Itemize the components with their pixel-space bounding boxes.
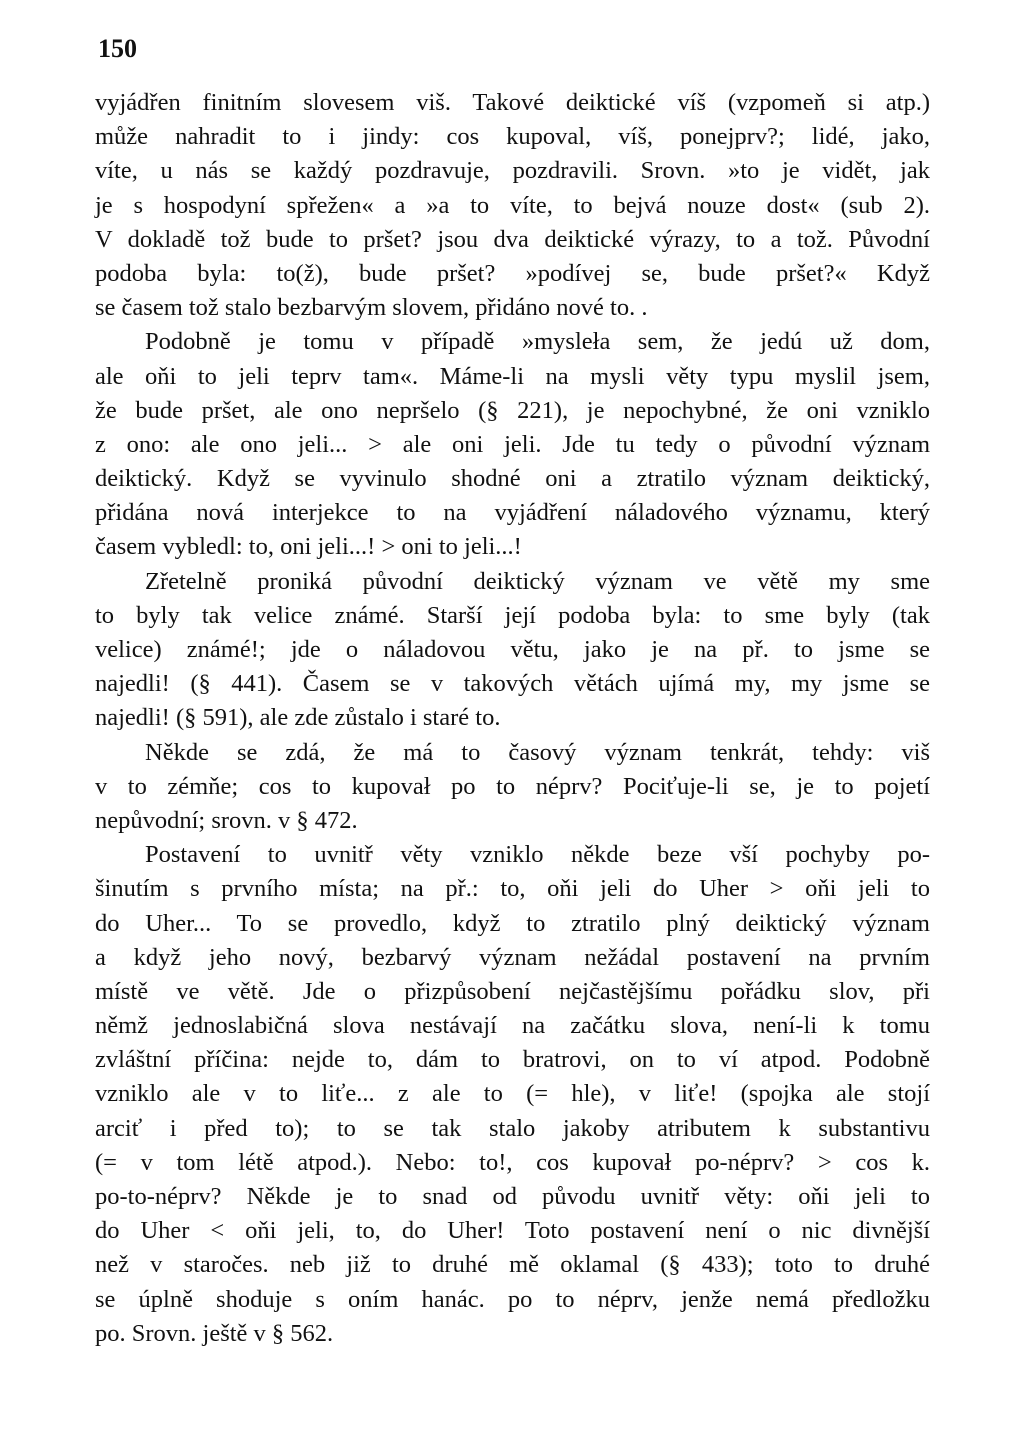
text-line: místě ve větě. Jde o přizpůsobení nejčastějšímu pořádku slov, při (95, 977, 930, 1005)
text-line: časem vybledl: to, oni jeli...! > oni to jeli...! (95, 533, 522, 561)
text-line: Podobně je tomu v případě »mysleła sem, že jedú už dom, (145, 328, 930, 356)
text-line: deiktický. Když se vyvinulo shodné oni a ztratilo význam deiktický, (95, 465, 930, 493)
text-line: a když jeho nový, bezbarvý význam nežádal postavení na prvním (95, 943, 930, 971)
text-line: (= v tom létě atpod.). Nebo: to!, cos kupovał po-néprv? > cos k. (95, 1148, 930, 1176)
text-line: v to zémňe; cos to kupovał po to néprv? Pociťuje-li se, je to pojetí (95, 772, 930, 800)
text-line: do Uher... To se provedlo, když to ztratilo plný deiktický význam (95, 909, 930, 937)
body-text (95, 86, 930, 1351)
text-line: se úplně shoduje s oním hanác. po to néprv, jenže nemá předložku (95, 1285, 930, 1313)
text-line: po. Srovn. ještě v § 562. (95, 1319, 334, 1347)
text-line: vyjádřen finitním slovesem viš. Takové deiktické víš (vzpomeň si atp.) (95, 89, 930, 116)
text-line: Někde se zdá, že má to časový význam tenkrát, tehdy: viš (145, 738, 930, 766)
text-line: vzniklo ale v to liťe... z ale to (= hle), v liťe! (spojka ale stojí (95, 1080, 930, 1108)
text-line: se časem tož stalo bezbarvým slovem, přidáno nové to. . (95, 294, 648, 322)
text-line: najedli! (§ 591), ale zde zůstalo i staré to. (95, 704, 501, 732)
text-line: němž jednoslabičná slova nestávají na začátku slova, není-li k tomu (95, 1012, 930, 1040)
text-line: že bude pršet, ale ono nepršelo (§ 221), je nepochybné, že oni vzniklo (95, 396, 930, 424)
page-number: 150 (98, 34, 137, 63)
text-line: podoba byla: to(ž), bude pršet? »podívej se, bude pršet?« Když (95, 259, 930, 287)
text-line: Postavení to uvnitř věty vzniklo někde beze vší pochyby po- (145, 841, 930, 869)
text-line: arciť i před to); to se tak stalo jakoby atributem k substantivu (95, 1114, 930, 1142)
text-line: Zřetelně proniká původní deiktický význam ve větě my sme (145, 567, 930, 595)
text-line: může nahradit to i jindy: cos kupoval, víš, ponejprv?; lidé, jako, (95, 123, 930, 151)
text-line: šinutím s prvního místa; na př.: to, oňi jeli do Uher > oňi jeli to (95, 875, 930, 903)
text-line: přidána nová interjekce to na vyjádření náladového významu, který (95, 499, 930, 527)
text-line: velice) známé!; jde o náladovou větu, jako je na př. to jsme se (95, 636, 930, 663)
text-line: V dokladě tož bude to pršet? jsou dva deiktické výrazy, to a tož. Původní (95, 225, 930, 253)
text-line: víte, u nás se každý pozdravuje, pozdravili. Srovn. »to je vidět, jak (95, 157, 930, 185)
text-line: najedli! (§ 441). Časem se v takových větách ujímá my, my jsme se (95, 670, 930, 698)
text-line: ale oňi to jeli teprv tam«. Máme-li na mysli věty typu myslil jsem, (95, 362, 930, 390)
text-line: do Uher < oňi jeli, to, do Uher! Toto postavení není o nic divnější (95, 1217, 930, 1245)
text-line: je s hospodyní spřežen« a »a to víte, to bejvá nouze dost« (sub 2). (95, 191, 930, 219)
text-line: to byly tak velice známé. Starší její podoba byla: to sme byly (tak (95, 601, 930, 629)
text-line: z ono: ale ono jeli... > ale oni jeli. Jde tu tedy o původní význam (95, 430, 930, 458)
text-line: než v staročes. neb již to druhé mě oklamal (§ 433); toto to druhé (95, 1251, 930, 1279)
text-line: po-to-néprv? Někde je to snad od původu uvnitř věty: oňi jeli to (95, 1183, 930, 1210)
text-line: zvláštní příčina: nejde to, dám to bratrovi, on to ví atpod. Podobně (95, 1046, 930, 1074)
text-line: nepůvodní; srovn. v § 472. (95, 806, 358, 834)
